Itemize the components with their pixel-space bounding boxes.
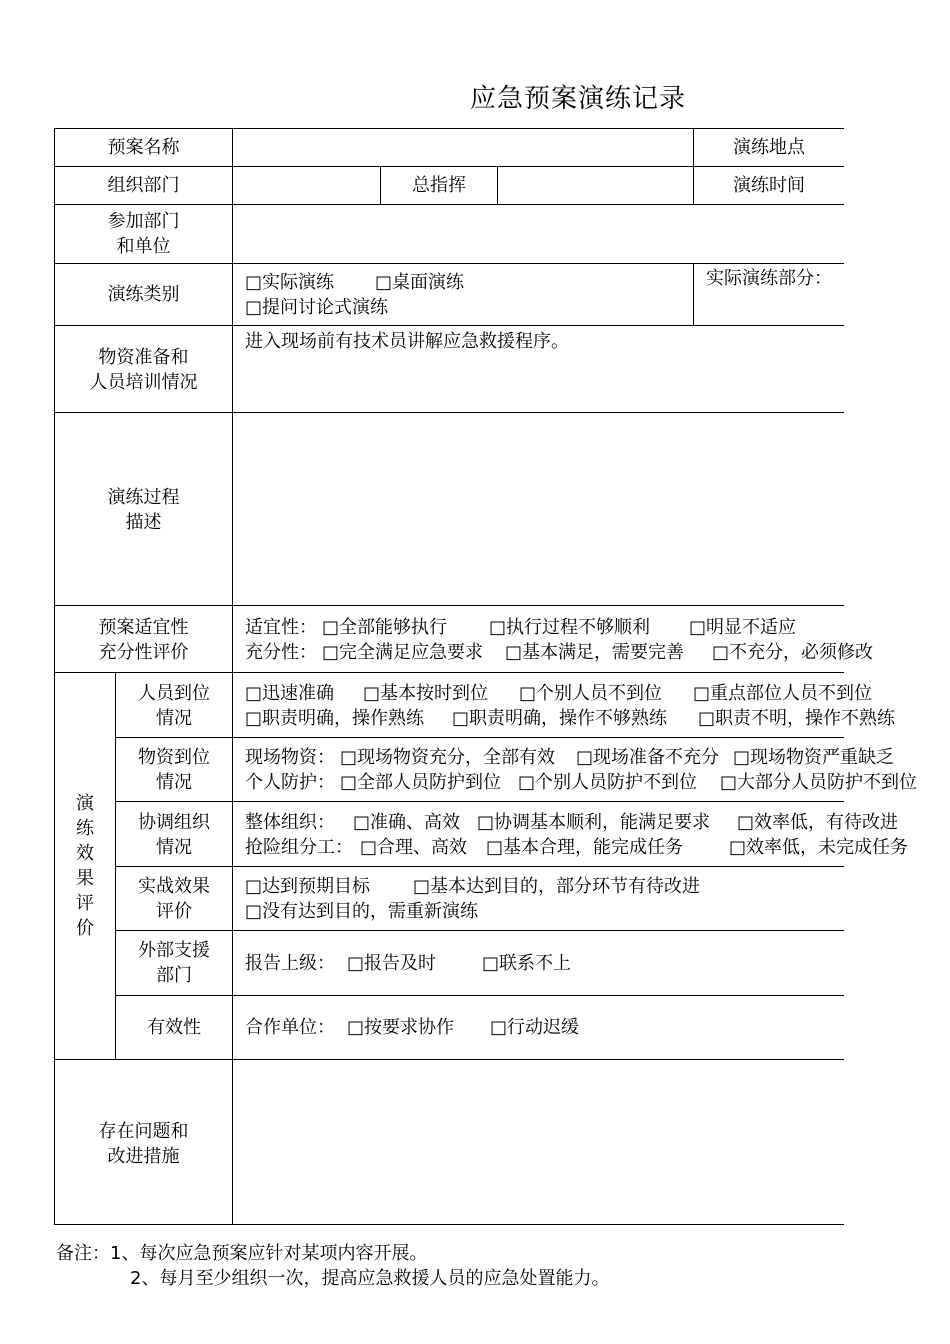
coordination-label-l1: 协调组织 bbox=[138, 812, 210, 833]
process-label-l2: 描述 bbox=[125, 512, 162, 533]
effect-group-label: 演 练 效 果 评 价 bbox=[76, 793, 94, 939]
adequacy-opt-full-checkbox[interactable]: □完全满足应急要求 bbox=[322, 642, 484, 663]
protection-most-checkbox[interactable]: □大部分人员防护不到位 bbox=[720, 772, 918, 793]
division-efficient-checkbox[interactable]: □合理、高效 bbox=[360, 837, 468, 858]
suitability-prefix: 适宜性： bbox=[245, 617, 317, 638]
participants-label-l2: 和单位 bbox=[116, 236, 171, 257]
personnel-skilled-checkbox[interactable]: □职责明确，操作熟练 bbox=[245, 708, 425, 729]
note-line-1: 备注：1、每次应急预案应针对某项内容开展。 bbox=[56, 1243, 428, 1264]
category-actual-checkbox[interactable]: □实际演练 bbox=[245, 272, 335, 293]
division-incomplete-checkbox[interactable]: □效率低，未完成任务 bbox=[729, 837, 909, 858]
category-tabletop-checkbox[interactable]: □桌面演练 bbox=[375, 272, 465, 293]
participants-label-l1: 参加部门 bbox=[107, 211, 180, 232]
process-label-l1: 演练过程 bbox=[107, 487, 180, 508]
personnel-label-l2: 情况 bbox=[156, 708, 192, 729]
report-prefix: 报告上级： bbox=[245, 953, 335, 974]
external-label-l1: 外部支援 bbox=[138, 940, 210, 961]
partner-cooperate-checkbox[interactable]: □按要求协作 bbox=[347, 1017, 455, 1038]
suitability-opt-all-checkbox[interactable]: □全部能够执行 bbox=[322, 617, 448, 638]
protection-some-checkbox[interactable]: □个别人员防护不到位 bbox=[518, 772, 698, 793]
partner-slow-checkbox[interactable]: □行动迟缓 bbox=[490, 1017, 580, 1038]
materials-sufficient-checkbox[interactable]: □现场物资充分，全部有效 bbox=[340, 747, 556, 768]
combat-achieved-checkbox[interactable]: □达到预期目标 bbox=[245, 876, 371, 897]
suitability-opt-rough-checkbox[interactable]: □执行过程不够顺利 bbox=[489, 617, 651, 638]
drill-time-label: 演练时间 bbox=[733, 175, 805, 196]
commander-label: 总指挥 bbox=[412, 175, 466, 196]
adequacy-prefix: 充分性： bbox=[245, 642, 317, 663]
combat-failed-checkbox[interactable]: □没有达到目的，需重新演练 bbox=[245, 901, 479, 922]
personnel-ontime-checkbox[interactable]: □基本按时到位 bbox=[363, 683, 489, 704]
coord-efficient-checkbox[interactable]: □准确、高效 bbox=[353, 812, 461, 833]
suitability-opt-unfit-checkbox[interactable]: □明显不适应 bbox=[689, 617, 797, 638]
coord-low-efficiency-checkbox[interactable]: □效率低，有待改进 bbox=[737, 812, 899, 833]
protection-prefix: 个人防护： bbox=[245, 772, 335, 793]
plan-name-label: 预案名称 bbox=[107, 137, 180, 158]
overall-org-prefix: 整体组织： bbox=[245, 812, 335, 833]
personnel-fast-checkbox[interactable]: □迅速准确 bbox=[245, 683, 335, 704]
suitability-label-l2: 充分性评价 bbox=[98, 642, 189, 663]
report-timely-checkbox[interactable]: □报告及时 bbox=[347, 953, 437, 974]
personnel-unclear-checkbox[interactable]: □职责不明，操作不熟练 bbox=[698, 708, 896, 729]
prep-label-l2: 人员培训情况 bbox=[89, 372, 198, 393]
coord-smooth-checkbox[interactable]: □协调基本顺利，能满足要求 bbox=[477, 812, 711, 833]
note-line-2: 2、每月至少组织一次，提高应急救援人员的应急处置能力。 bbox=[130, 1268, 610, 1289]
personnel-label-l1: 人员到位 bbox=[138, 683, 210, 704]
external-label-l2: 部门 bbox=[156, 965, 192, 986]
report-unreachable-checkbox[interactable]: □联系不上 bbox=[482, 953, 572, 974]
combat-label-l2: 评价 bbox=[156, 901, 192, 922]
personnel-less-skilled-checkbox[interactable]: □职责明确，操作不够熟练 bbox=[452, 708, 668, 729]
materials-lacking-checkbox[interactable]: □现场物资严重缺乏 bbox=[733, 747, 895, 768]
combat-mostly-checkbox[interactable]: □基本达到目的，部分环节有待改进 bbox=[413, 876, 701, 897]
location-label: 演练地点 bbox=[733, 137, 805, 158]
page-title: 应急预案演练记录 bbox=[470, 84, 687, 114]
materials-label-l2: 情况 bbox=[156, 772, 192, 793]
issues-label-l2: 改进措施 bbox=[107, 1146, 180, 1167]
materials-insufficient-checkbox[interactable]: □现场准备不充分 bbox=[576, 747, 720, 768]
org-dept-label: 组织部门 bbox=[107, 175, 180, 196]
rescue-division-prefix: 抢险组分工： bbox=[245, 837, 353, 858]
protection-all-checkbox[interactable]: □全部人员防护到位 bbox=[340, 772, 502, 793]
materials-site-prefix: 现场物资： bbox=[245, 747, 335, 768]
personnel-some-absent-checkbox[interactable]: □个别人员不到位 bbox=[519, 683, 663, 704]
category-label: 演练类别 bbox=[107, 284, 180, 305]
suitability-label-l1: 预案适宜性 bbox=[98, 617, 189, 638]
coordination-label-l2: 情况 bbox=[156, 837, 192, 858]
combat-label-l1: 实战效果 bbox=[138, 876, 210, 897]
adequacy-opt-insufficient-checkbox[interactable]: □不充分，必须修改 bbox=[712, 642, 874, 663]
division-reasonable-checkbox[interactable]: □基本合理，能完成任务 bbox=[486, 837, 684, 858]
prep-text: 进入现场前有技术员讲解应急救援程序。 bbox=[245, 331, 569, 352]
personnel-key-absent-checkbox[interactable]: □重点部位人员不到位 bbox=[693, 683, 873, 704]
prep-label-l1: 物资准备和 bbox=[98, 347, 189, 368]
validity-label: 有效性 bbox=[147, 1017, 201, 1038]
issues-label-l1: 存在问题和 bbox=[98, 1121, 189, 1142]
adequacy-opt-basic-checkbox[interactable]: □基本满足，需要完善 bbox=[505, 642, 685, 663]
actual-part-label: 实际演练部分： bbox=[706, 268, 832, 289]
category-discussion-checkbox[interactable]: □提问讨论式演练 bbox=[245, 297, 389, 318]
materials-label-l1: 物资到位 bbox=[138, 747, 210, 768]
partner-prefix: 合作单位： bbox=[245, 1017, 335, 1038]
